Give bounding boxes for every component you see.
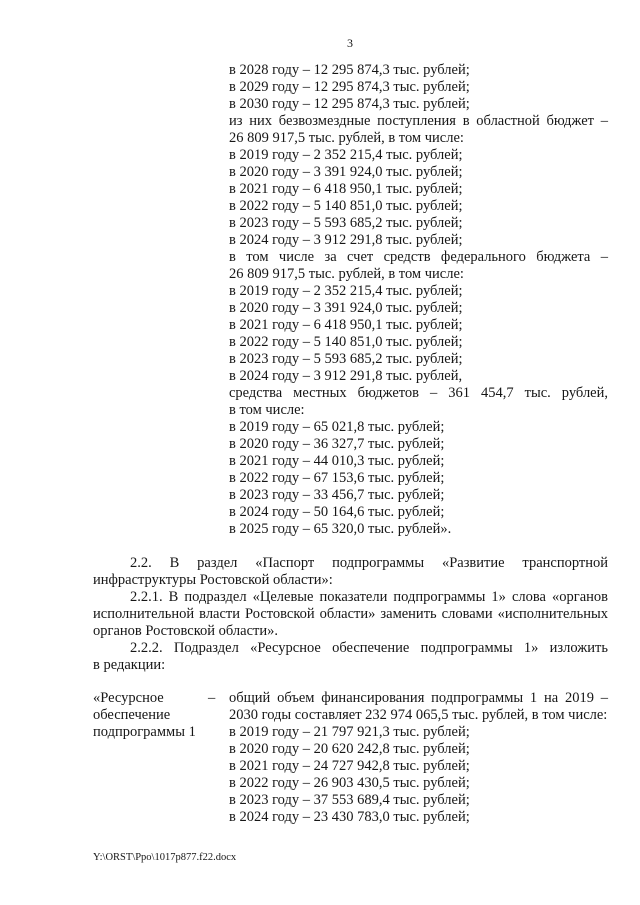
resource-value-line: 2030 годы составляет 232 974 065,5 тыс. рублей, в том числе: [229,707,608,723]
amendment-line: 2.2.1. В подраздел «Целевые показатели подпрограммы 1» слова «органов [130,589,608,605]
resource-value-line: в 2023 году – 37 553 689,4 тыс. рублей; [229,792,470,808]
amendment-line: в редакции: [93,657,166,673]
resource-value-line: в 2020 году – 20 620 242,8 тыс. рублей; [229,741,470,757]
funding-line: в 2028 году – 12 295 874,3 тыс. рублей; [229,62,470,78]
funding-line: в 2023 году – 33 456,7 тыс. рублей; [229,487,445,503]
amendment-line: 2.2. В раздел «Паспорт подпрограммы «Развитие транспортной [130,555,608,571]
resource-table-label [93,690,205,741]
amendment-line: инфраструктуры Ростовской области»: [93,572,333,588]
amendment-line: 2.2.2. Подраздел «Ресурсное обеспечение подпрограммы 1» изложить [130,640,608,656]
funding-line: в 2021 году – 6 418 950,1 тыс. рублей; [229,317,463,333]
resource-label-line: «Ресурсное [93,690,164,706]
resource-value-line: в 2021 году – 24 727 942,8 тыс. рублей; [229,758,470,774]
resource-value-line: общий объем финансирования подпрограммы 1 на 2019 – [229,690,608,706]
funding-line: в 2023 году – 5 593 685,2 тыс. рублей; [229,351,463,367]
resource-table-dash: – [208,690,216,706]
amendment-section [93,555,608,674]
funding-line: в 2022 году – 67 153,6 тыс. рублей; [229,470,445,486]
funding-line: в 2020 году – 36 327,7 тыс. рублей; [229,436,445,452]
funding-line: в 2021 году – 44 010,3 тыс. рублей; [229,453,445,469]
resource-value-line: в 2019 году – 21 797 921,3 тыс. рублей; [229,724,470,740]
funding-line: в 2019 году – 65 021,8 тыс. рублей; [229,419,445,435]
funding-line: 26 809 917,5 тыс. рублей, в том числе: [229,130,464,146]
funding-line: в 2024 году – 3 912 291,8 тыс. рублей; [229,232,463,248]
resource-value-line: в 2024 году – 23 430 783,0 тыс. рублей; [229,809,470,825]
page-number: 3 [347,36,353,50]
funding-line: в том числе: [229,402,305,418]
funding-line: в том числе за счет средств федерального бюджета – [229,249,608,265]
funding-line: из них безвозмездные поступления в областной бюджет – [229,113,608,129]
amendment-line: исполнительной власти Ростовской области» заменить словами «исполнительных [93,606,608,622]
funding-line: в 2024 году – 50 164,6 тыс. рублей; [229,504,445,520]
resource-label-line: обеспечение [93,707,171,723]
amendment-line: органов Ростовской области». [93,623,278,639]
funding-line: в 2029 году – 12 295 874,3 тыс. рублей; [229,79,470,95]
funding-line: в 2024 году – 3 912 291,8 тыс. рублей, [229,368,463,384]
funding-line: в 2030 году – 12 295 874,3 тыс. рублей; [229,96,470,112]
funding-line: в 2021 году – 6 418 950,1 тыс. рублей; [229,181,463,197]
funding-list [229,62,608,538]
funding-line: в 2022 году – 5 140 851,0 тыс. рублей; [229,198,463,214]
resource-value-line: в 2022 году – 26 903 430,5 тыс. рублей; [229,775,470,791]
funding-line: в 2022 году – 5 140 851,0 тыс. рублей; [229,334,463,350]
funding-line: в 2019 году – 2 352 215,4 тыс. рублей; [229,283,463,299]
funding-line: в 2020 году – 3 391 924,0 тыс. рублей; [229,164,463,180]
funding-line: в 2025 году – 65 320,0 тыс. рублей». [229,521,452,537]
resource-table-values [229,690,608,826]
funding-line: в 2023 году – 5 593 685,2 тыс. рублей; [229,215,463,231]
file-path-footer: Y:\ORST\Ppo\1017p877.f22.docx [93,852,237,863]
funding-line: в 2019 году – 2 352 215,4 тыс. рублей; [229,147,463,163]
funding-line: средства местных бюджетов – 361 454,7 тыс. рублей, [229,385,608,401]
funding-line: 26 809 917,5 тыс. рублей, в том числе: [229,266,464,282]
funding-line: в 2020 году – 3 391 924,0 тыс. рублей; [229,300,463,316]
resource-label-line: подпрограммы 1 [93,724,196,740]
